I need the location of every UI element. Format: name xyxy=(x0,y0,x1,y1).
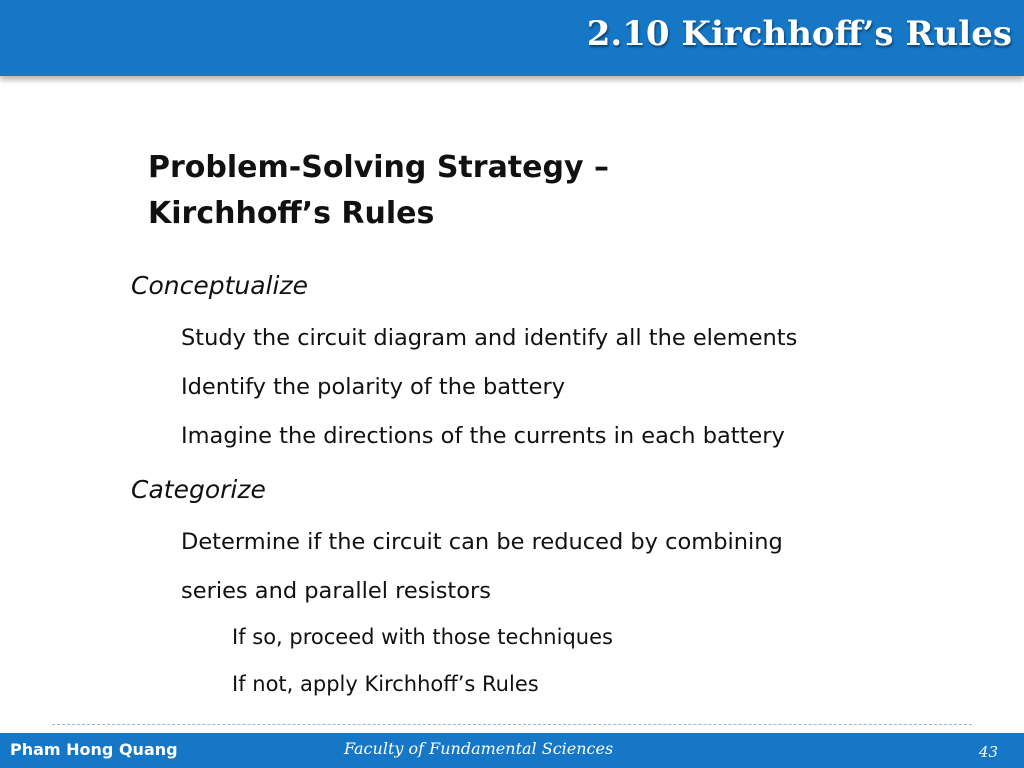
sub-bullet-item: If not, apply Kirchhoff’s Rules xyxy=(232,672,539,696)
footer-divider xyxy=(52,724,972,725)
page-number: 43 xyxy=(978,743,998,761)
bullet-item: Study the circuit diagram and identify all the elements xyxy=(181,325,798,351)
sub-bullet-item: If so, proceed with those techniques xyxy=(232,625,613,649)
bullet-item: Identify the polarity of the battery xyxy=(181,374,566,400)
content-title-line-2: Kirchhoff’s Rules xyxy=(148,196,435,231)
content-title xyxy=(148,145,609,237)
slide-header-title: 2.10 Kirchhoff’s Rules xyxy=(586,14,1012,54)
bullet-item: Determine if the circuit can be reduced by combining xyxy=(181,529,783,555)
footer-faculty: Faculty of Fundamental Sciences xyxy=(344,739,614,758)
header-bar xyxy=(0,0,1024,76)
footer-author: Pham Hong Quang xyxy=(10,740,178,759)
bullet-item-continuation: series and parallel resistors xyxy=(181,578,491,604)
footer-bar xyxy=(0,733,1024,768)
section-heading-conceptualize: Conceptualize xyxy=(131,271,308,300)
content-title-line-1: Problem-Solving Strategy – xyxy=(148,150,609,185)
bullet-item: Imagine the directions of the currents in each battery xyxy=(181,423,785,449)
section-heading-categorize: Categorize xyxy=(131,475,266,504)
